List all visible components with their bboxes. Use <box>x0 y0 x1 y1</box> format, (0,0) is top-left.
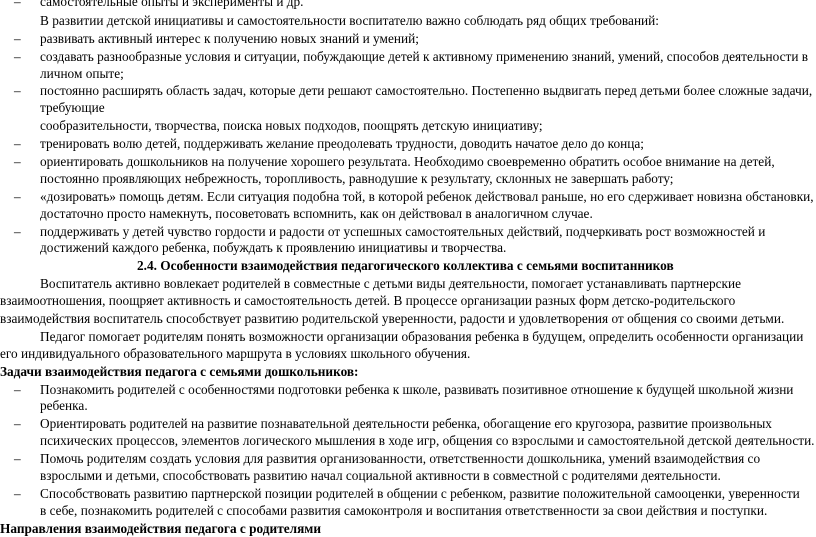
paragraph-text: его индивидуального образовательного маршрута в условиях школьного обучения. <box>0 345 471 361</box>
list-item-text: достижений каждого ребенка, побуждать к проявлению инициативы и творчества. <box>40 240 507 256</box>
list-item-continuation <box>0 100 816 116</box>
bullet-dash: – <box>14 381 21 397</box>
bullet-dash: – <box>14 0 21 9</box>
list-item <box>0 83 816 99</box>
tasks-heading <box>0 364 816 380</box>
bullet-dash: – <box>14 223 21 239</box>
list-item-text: поддерживать у детей чувство гордости и радости от успешных самостоятельных действий, подчеркивать рост возможностей и <box>40 223 766 239</box>
bullet-dash: – <box>14 485 21 501</box>
list-item-text: Помочь родителям создать условия для развития организованности, ответственности дошкольника, умений взаимодействия со <box>40 451 761 467</box>
list-item <box>0 0 816 10</box>
paragraph-text: Воспитатель активно вовлекает родителей в совместные с детьми виды деятельности, помогает устанавливать партнерские <box>40 276 742 292</box>
list-item <box>0 224 816 240</box>
paragraph-line <box>0 276 816 292</box>
tasks-heading-text: Задачи взаимодействия педагога с семьями дошкольников: <box>0 363 359 379</box>
section-heading <box>0 258 816 274</box>
paragraph-line <box>0 293 816 309</box>
list-item-text: тренировать волю детей, поддерживать желание преодолевать трудности, доводить начатое дело до конца; <box>40 136 644 152</box>
paragraph-line <box>0 329 816 345</box>
list-item <box>0 189 816 205</box>
list-item <box>0 416 816 432</box>
list-item-text: требующие <box>40 100 105 116</box>
bullet-dash: – <box>14 83 21 99</box>
list-item-text: Способствовать развитию партнерской позиции родителей в общении с ребенком, развитие положительной самооценки, уверенности <box>40 485 800 501</box>
list-item <box>0 136 816 152</box>
paragraph-line <box>0 346 816 362</box>
list-item-continuation <box>0 398 816 414</box>
list-item-text: Ориентировать родителей на развитие познавательной деятельности ребенка, обогащение его кругозора, развитие произвольных <box>40 416 772 432</box>
list-item-text: «дозировать» помощь детям. Если ситуация подобна той, в которой ребенок действовал раньше, но его сдерживает новизна обстановки, <box>40 188 814 204</box>
list-item-continuation <box>0 468 816 484</box>
list-item-text: психических процессов, элементов логического мышления в ходе игр, общения со взрослыми и самостоятельной детской деятельности. <box>40 433 815 449</box>
list-item-continuation <box>0 433 816 449</box>
paragraph-text: взаимоотношения, поощряет активность и самостоятельность детей. В процессе организации разных форм детско-родительского <box>0 293 736 309</box>
bullet-dash: – <box>14 154 21 170</box>
list-item-text: Познакомить родителей с особенностями подготовки ребенка к школе, развивать позитивное отношение к будущей школьной жизни <box>40 381 794 397</box>
list-item-text: развивать активный интерес к получению новых знаний и умений; <box>40 30 419 46</box>
list-item <box>0 451 816 467</box>
list-item-continuation <box>0 503 816 519</box>
list-item-text: взрослыми и детьми, способствовать развитию начал социальной активности в совместной с родителями деятельности. <box>40 468 721 484</box>
list-item-text: сообразительности, творчества, поиска новых подходов, поощрять детскую инициативу; <box>40 118 543 134</box>
section-heading-text: 2.4. Особенности взаимодействия педагогического коллектива с семьями воспитанников <box>137 258 674 274</box>
list-item-continuation <box>0 118 816 134</box>
list-item-text: ребенка. <box>40 398 88 414</box>
directions-heading <box>0 521 816 537</box>
list-item <box>0 49 816 65</box>
paragraph-text: Педагог помогает родителям понять возможности организации образования ребенка в будущем, определить особенности организации <box>40 328 804 344</box>
list-item-continuation <box>0 171 816 187</box>
paragraph-text: взаимодействия воспитатель способствует развитию родительской уверенности, радости и удовлетворения от общения со своими детьми. <box>0 311 785 327</box>
list-item-continuation <box>0 66 816 82</box>
bullet-dash: – <box>14 136 21 152</box>
list-item-text: в себе, познакомить родителей с способами развития самоконтроля и воспитания ответственности за свои действия и поступки. <box>40 502 768 518</box>
list-item-text: постоянно расширять область задач, которые дети решают самостоятельно. Постепенно выдвигать перед детьми более сложные задачи, <box>40 83 813 99</box>
paragraph-line <box>0 13 816 29</box>
list-item-text: создавать разнообразные условия и ситуации, побуждающие детей к активному применению знаний, умений, способов деятельности в <box>40 48 809 64</box>
list-item <box>0 486 816 502</box>
list-item-text: личном опыте; <box>40 65 124 81</box>
list-item-text: достаточно просто намекнуть, посоветовать вспомнить, как он действовал в аналогичном случае. <box>40 205 593 221</box>
list-item-continuation <box>0 240 816 256</box>
list-item <box>0 31 816 47</box>
list-item-text: самостоятельные опыты и эксперименты и др. <box>40 0 304 9</box>
bullet-dash: – <box>14 451 21 467</box>
list-item <box>0 154 816 170</box>
paragraph-line <box>0 311 816 327</box>
bullet-dash: – <box>14 188 21 204</box>
directions-heading-text: Направления взаимодействия педагога с родителями <box>0 520 322 536</box>
bullet-dash: – <box>14 30 21 46</box>
list-item-continuation <box>0 206 816 222</box>
list-item <box>0 382 816 398</box>
bullet-dash: – <box>14 48 21 64</box>
paragraph-text: В развитии детской инициативы и самостоятельности воспитателю важно соблюдать ряд общих требований: <box>40 12 659 28</box>
list-item-text: постоянно проявляющих небрежность, торопливость, равнодушие к результату, склонных не завершать работу; <box>40 170 674 186</box>
bullet-dash: – <box>14 416 21 432</box>
list-item-text: ориентировать дошкольников на получение хорошего результата. Необходимо своевременно обратить особое внимание на детей, <box>40 154 775 170</box>
